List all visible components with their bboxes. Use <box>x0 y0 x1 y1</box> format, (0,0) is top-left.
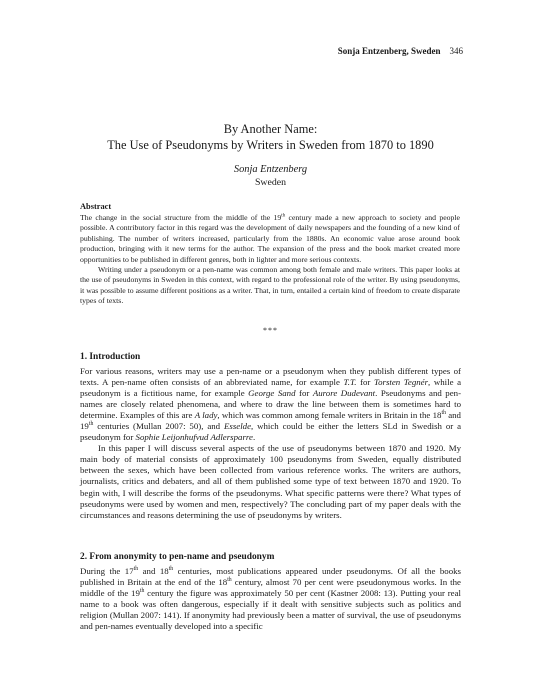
running-title: Sonja Entzenberg, Sweden <box>337 46 441 56</box>
paragraph: During the 17th and 18th centuries, most publications appeared under pseudonyms. Of all the books published in Britain at the end of the 18th century, almost 70 per cent were pseudonymous works. In the middle of the 19th century the figure was approximately 50 per cent (Kastner 2008: 13). Putting your real name to a book was often dangerous, especially if it dealt with sensitive subjects such as politics and religion (Mullan 2007: 141). If anonymity had previously been a matter of survival, the use of pseudonyms and pen-names eventually developed into a specific <box>80 566 461 632</box>
abstract-heading: Abstract <box>80 202 112 211</box>
author-name: Sonja Entzenberg <box>233 164 308 175</box>
abstract <box>80 213 460 307</box>
section-anonymity-body <box>80 566 461 632</box>
abstract-paragraph-2: Writing under a pseudonym or a pen-name was common among both female and male writers. This paper looks at the use of pseudonyms in Sweden in this context, with regard to the professional role of the writer. By using pseudonyms, it was possible to assume different positions as a writer. That, in turn, entailed a certain kind of freedom to create disparate types of texts. <box>80 265 460 306</box>
page-number: 346 <box>449 46 463 56</box>
section-separator: *** <box>263 326 278 335</box>
paragraph: For various reasons, writers may use a pen-name or a pseudonym when they publish different types of texts. A pen-name often consists of an abbreviated name, for example T.T. for Torsten Tegnér, while a pseudonym is a fictitious name, for example George Sand for Aurore Dudevant. Pseudonyms and pen-names are closely related phenomena, and where to draw the line between them is sometimes hard to determine. Examples of this are A lady, which was common among female writers in Britain in the 18th and 19th centuries (Mullan 2007: 50), and Esselde, which could be either the letters SLd in Swedish or a pseudonym for Sophie Leijonhufvud Adlersparre. <box>80 366 462 443</box>
paper-title-line-2: The Use of Pseudonyms by Writers in Sweden from 1870 to 1890 <box>107 137 434 152</box>
author-affiliation: Sweden <box>254 177 287 188</box>
paper-title <box>0 122 541 153</box>
paragraph: In this paper I will discuss several aspects of the use of pseudonyms between 1870 and 1920. My main body of material consists of approximately 100 pseudonyms from Sweden, equally distributed between the sexes, which have been collected from various reference works. The writers are authors, journalists, critics and debaters, and all of them published some type of text between 1870 and 1920. To begin with, I will describe the forms of the pseudonyms. What specific patterns were there? What types of pseudonyms were used by women and men, respectively? The concluding part of my paper deals with the circumstances and reasons determining the use of pseudonyms by writers. <box>80 443 461 520</box>
paper-title-line-1: By Another Name: <box>223 122 318 136</box>
running-header <box>338 46 463 56</box>
section-introduction-body <box>80 366 461 521</box>
section-heading-introduction: 1. Introduction <box>80 352 141 362</box>
section-heading-anonymity: 2. From anonymity to pen-name and pseudonym <box>80 552 275 562</box>
title-block <box>0 122 541 189</box>
abstract-paragraph-1: The change in the social structure from the middle of the 19th century made a new approach to society and people possible. A contributory factor in this regard was the development of daily newspapers and the founding of a new kind of publishing. The number of writers increased, particularly from the 1880s. An economic value arose around book production, bringing with it new terms for the author. The expansion of the press and the book market created more opportunities to be published in different genres, both in lighter and more serious contexts. <box>80 213 460 264</box>
